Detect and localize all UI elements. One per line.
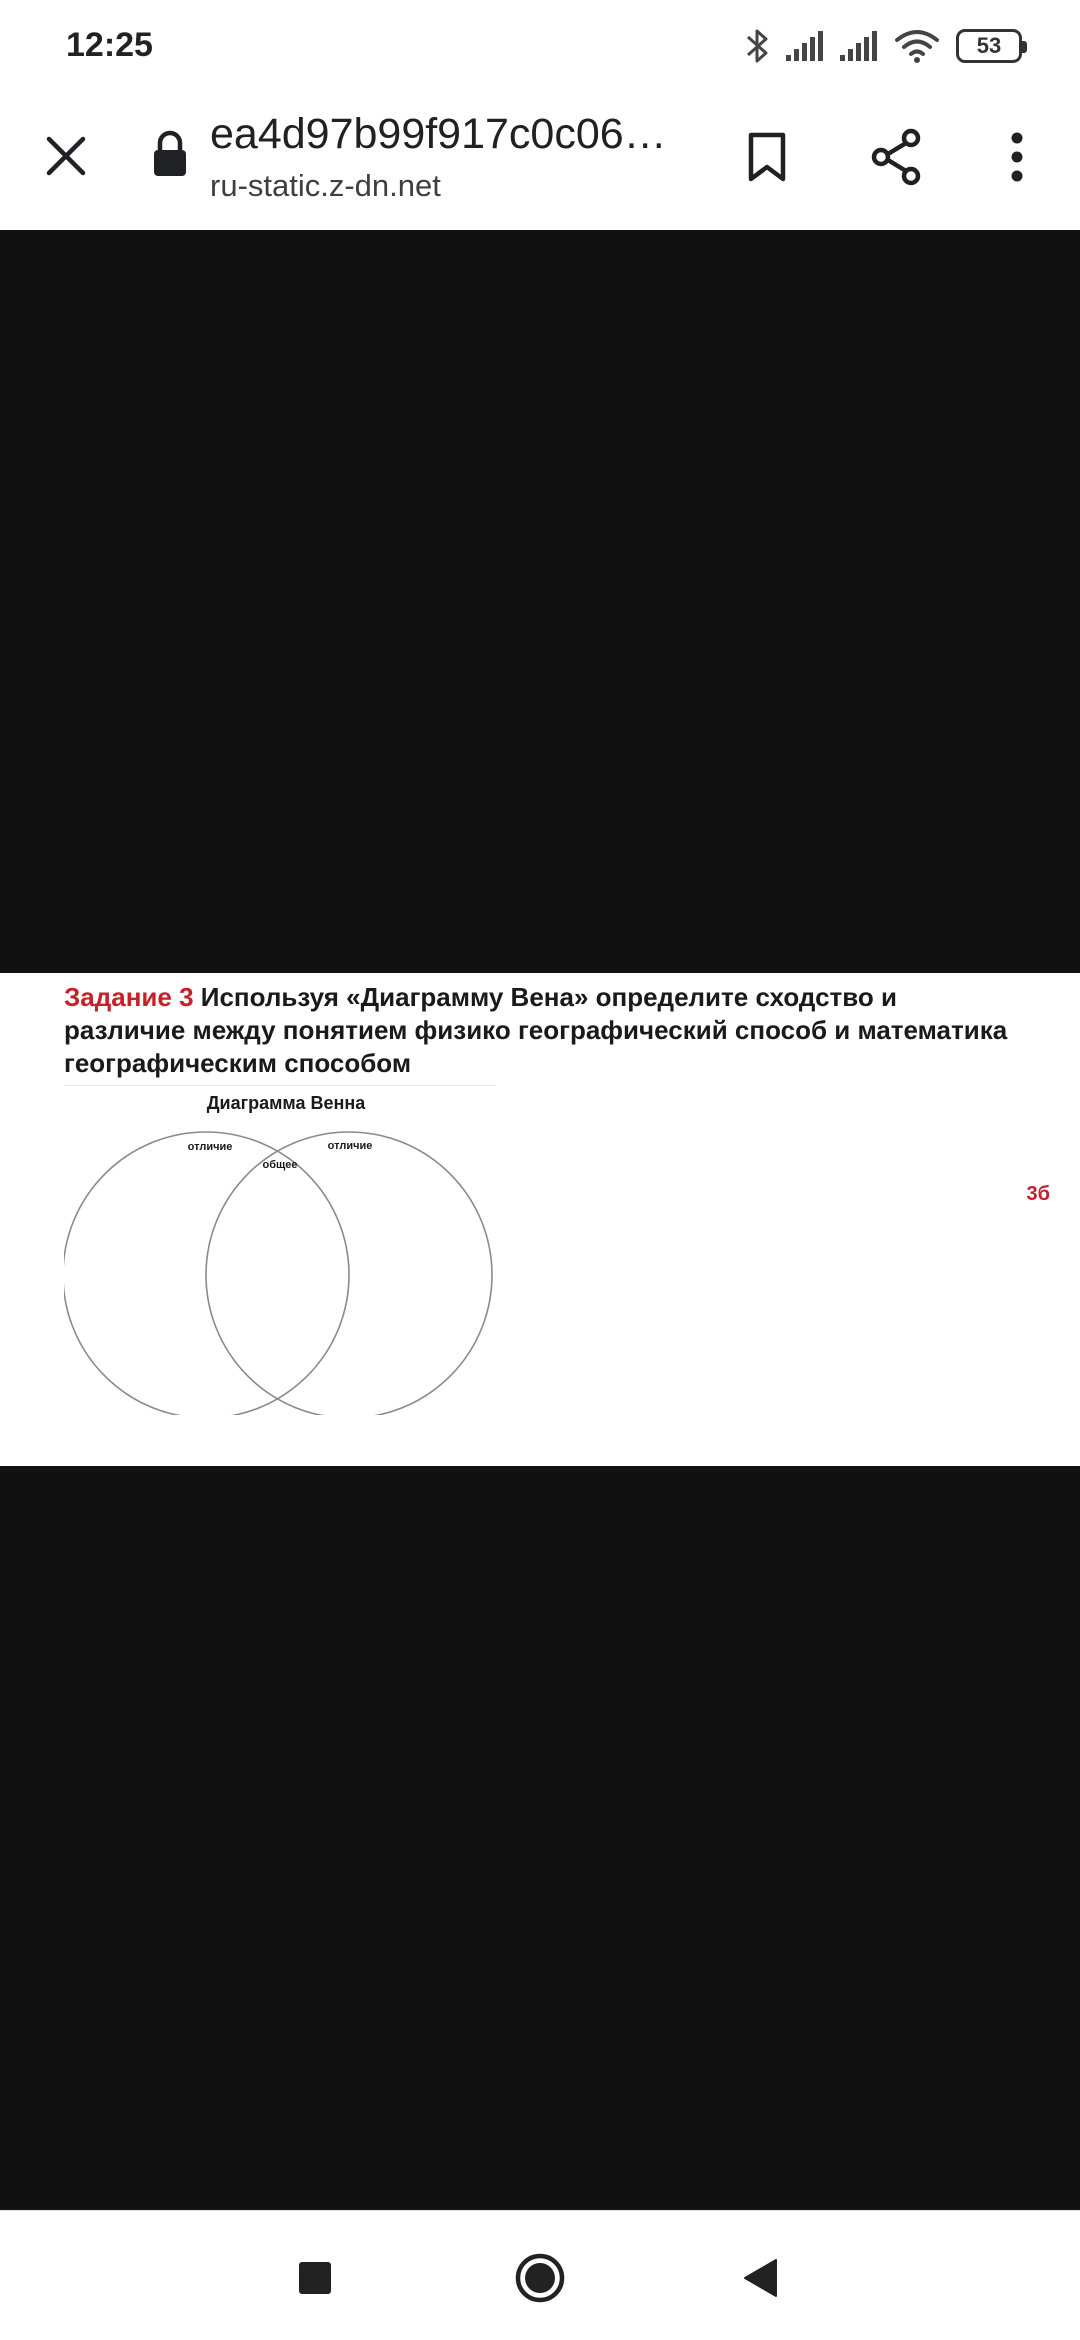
bookmark-icon (747, 131, 787, 183)
recents-square-icon (298, 2261, 332, 2295)
bluetooth-icon (744, 27, 772, 65)
back-button[interactable] (725, 2243, 795, 2313)
page-number: 3б (1026, 1183, 1050, 1205)
share-icon (869, 128, 925, 186)
task-label: Задание 3 (64, 982, 194, 1012)
home-button[interactable] (505, 2243, 575, 2313)
document-image[interactable] (0, 973, 1080, 1466)
battery-indicator: 53 (956, 29, 1022, 63)
recents-button[interactable] (280, 2243, 350, 2313)
bookmark-button[interactable] (732, 122, 802, 192)
browser-toolbar (0, 92, 1080, 230)
more-vert-icon (1010, 131, 1024, 183)
signal-icon (784, 29, 828, 63)
status-icons (744, 24, 1022, 68)
task-body: Используя «Диаграмму Вена» определите сходство и различие между понятием физико географический способ и математика географическим способом (64, 982, 1008, 1078)
venn-left-label: отличие (187, 1141, 233, 1153)
close-icon (45, 135, 87, 177)
more-options-button[interactable] (982, 122, 1052, 192)
page-url[interactable]: ru-static.z-dn.net (210, 168, 441, 203)
close-button[interactable] (34, 124, 98, 188)
system-nav-bar (0, 2210, 1080, 2340)
status-time: 12:25 (66, 26, 153, 64)
diagram-title: Диаграмма Венна (206, 1093, 366, 1113)
lock-icon (150, 130, 190, 178)
back-triangle-icon (742, 2258, 778, 2298)
task-text (64, 981, 1024, 1080)
wifi-icon (894, 28, 940, 64)
venn-diagram (64, 1085, 504, 1415)
image-viewer[interactable] (0, 230, 1080, 2210)
venn-right-label: отличие (327, 1140, 373, 1152)
signal-icon-2 (838, 29, 882, 63)
page-title[interactable]: ea4d97b99f917c0c06… (210, 110, 667, 158)
status-bar (0, 0, 1080, 92)
home-circle-icon (514, 2252, 566, 2304)
share-button[interactable] (862, 122, 932, 192)
venn-center-label: общее (262, 1159, 298, 1171)
